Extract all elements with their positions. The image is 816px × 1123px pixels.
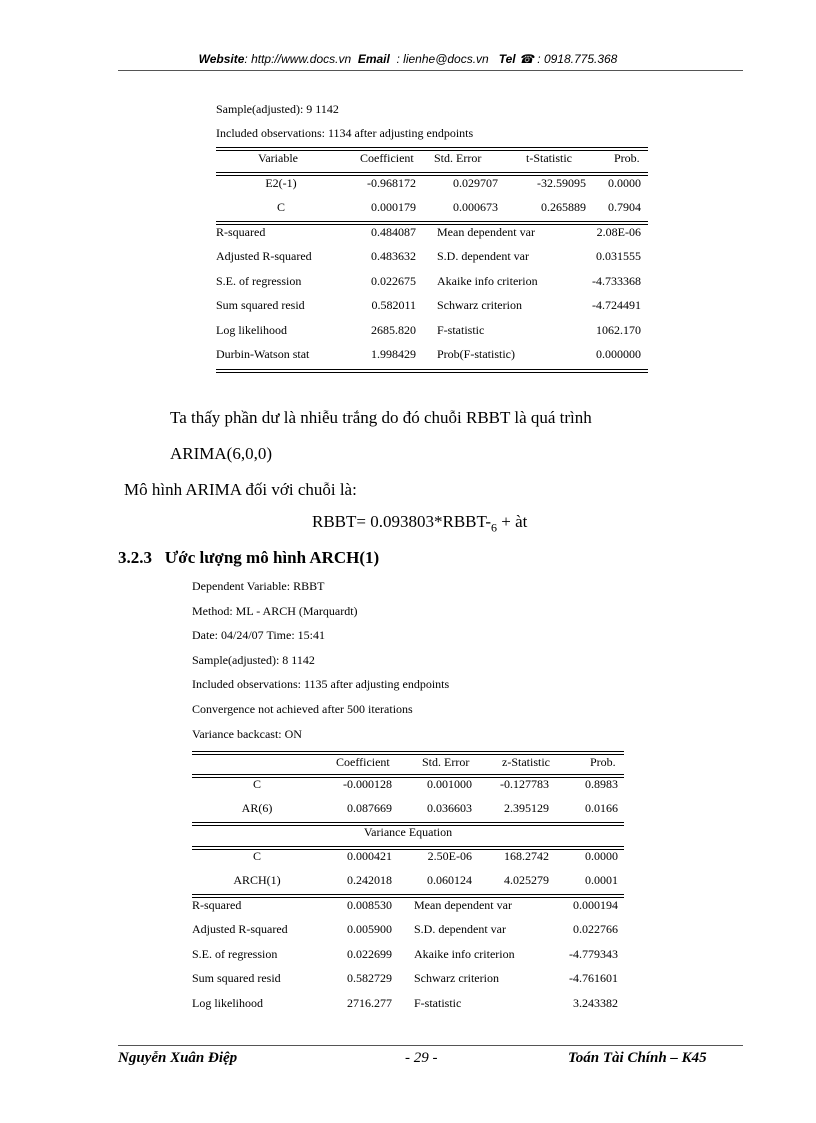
stat-value-2: 0.000000: [596, 347, 641, 361]
stat-value: 0.005900: [347, 922, 392, 937]
table-row: [192, 873, 624, 891]
stats-row: [216, 323, 648, 341]
section-number: 3.2.3: [118, 548, 152, 567]
cell-variable: E2(-1): [265, 176, 297, 190]
table1-header-row: [216, 151, 648, 169]
website-value: : http://www.docs.vn: [244, 52, 352, 66]
paragraph-residual: Ta thấy phần dư là nhiễu trắng do đó chuỗi RBBT là quá trình: [170, 408, 592, 427]
footer-divider: [118, 1045, 743, 1046]
cell-variable: C: [252, 777, 261, 791]
cell-prob: 0.0166: [585, 801, 618, 815]
cell-prob: 0.0001: [585, 873, 618, 887]
stat-value-2: 0.022766: [573, 922, 618, 937]
table2-meta-line: Method: ML - ARCH (Marquardt): [192, 603, 358, 618]
stat-label-2: F-statistic: [414, 995, 462, 1010]
section-title: Ước lượng mô hình ARCH(1): [164, 548, 380, 567]
stat-label-2: S.D. dependent var: [437, 249, 529, 264]
table-row: [192, 801, 624, 819]
cell-stderror: 0.001000: [427, 777, 472, 791]
formula-subscript: 6: [491, 520, 497, 535]
cell-variable: AR(6): [241, 801, 273, 815]
table1-bottom-rule: [216, 369, 648, 373]
stat-label: R-squared: [192, 898, 242, 912]
stat-value: 0.483632: [371, 249, 416, 264]
stats-row: [216, 225, 648, 243]
stat-value: 0.484087: [371, 225, 416, 239]
table-row: [216, 200, 648, 218]
stat-value-2: -4.733368: [592, 273, 641, 288]
stat-label: Sum squared resid: [192, 971, 281, 986]
t1-h-variable: Variable: [258, 151, 298, 165]
page-header: [0, 52, 816, 66]
t2-h-zstat: z-Statistic: [502, 755, 550, 769]
t1-h-prob: Prob.: [614, 151, 640, 165]
stats-row: [216, 347, 648, 365]
stat-label: Log likelihood: [192, 995, 263, 1010]
variance-equation-title: Variance Equation: [363, 825, 453, 839]
table2-meta-line: Included observations: 1135 after adjusting endpoints: [192, 677, 450, 692]
cell-stderror: 2.50E-06: [427, 849, 472, 863]
table-row: [192, 849, 624, 867]
cell-stat: 168.2742: [504, 849, 549, 863]
t1-h-coefficient: Coefficient: [360, 151, 414, 165]
cell-coefficient: 0.000421: [347, 849, 392, 863]
table-row: [192, 777, 624, 795]
stat-value: 0.582729: [347, 971, 392, 986]
stat-label-2: Mean dependent var: [437, 225, 535, 239]
cell-coefficient: 0.087669: [347, 801, 392, 815]
model-formula: [312, 512, 527, 535]
paragraph-arima: ARIMA(6,0,0): [170, 444, 272, 463]
stat-label-2: S.D. dependent var: [414, 922, 506, 937]
cell-stat: 0.265889: [541, 200, 586, 214]
cell-stderror: 0.000673: [453, 200, 498, 214]
cell-coefficient: -0.968172: [367, 176, 416, 190]
cell-stat: 2.395129: [504, 801, 549, 815]
stat-label: S.E. of regression: [216, 273, 302, 288]
stats-row: [216, 298, 648, 316]
formula-tail: + àt: [497, 512, 528, 531]
stat-value: 0.008530: [347, 898, 392, 912]
table2-meta-line: Convergence not achieved after 500 iterations: [192, 702, 413, 716]
cell-stderror: 0.029707: [453, 176, 498, 190]
footer-department: Toán Tài Chính – K45: [568, 1050, 707, 1066]
stats-row: [192, 898, 624, 916]
footer-page-number: - 29 -: [405, 1050, 438, 1066]
table1-meta-sample: Sample(adjusted): 9 1142: [216, 102, 339, 116]
stat-label-2: Schwarz criterion: [414, 971, 499, 986]
stat-label-2: Akaike info criterion: [437, 273, 538, 288]
stat-label: Adjusted R-squared: [192, 922, 288, 937]
cell-coefficient: -0.000128: [343, 777, 392, 791]
table-row: [216, 176, 648, 194]
stat-value-2: 3.243382: [573, 995, 618, 1010]
tel-value: ☎ : 0918.775.368: [519, 52, 618, 66]
t1-h-tstat: t-Statistic: [526, 151, 572, 165]
table2-header-row: [192, 755, 624, 773]
stats-row: [192, 971, 624, 989]
stat-value: 1.998429: [371, 347, 416, 361]
stats-row: [216, 274, 648, 292]
cell-variable: ARCH(1): [233, 873, 281, 887]
table1-meta-included: Included observations: 1134 after adjusting endpoints: [216, 126, 474, 140]
stats-row: [192, 922, 624, 940]
stat-label: R-squared: [216, 225, 266, 239]
cell-stat: -32.59095: [537, 176, 586, 190]
t2-h-stderror: Std. Error: [422, 755, 470, 769]
formula-main: RBBT= 0.093803*RBBT-: [312, 512, 491, 531]
table2-meta-line: Dependent Variable: RBBT: [192, 579, 325, 593]
stat-label-2: F-statistic: [437, 322, 485, 337]
t1-h-stderror: Std. Error: [434, 151, 482, 165]
cell-prob: 0.0000: [608, 176, 641, 190]
footer-author: Nguyễn Xuân Điệp: [118, 1050, 238, 1066]
stat-value-2: 1062.170: [596, 322, 641, 337]
stat-value: 0.022699: [347, 946, 392, 961]
cell-stat: -0.127783: [500, 777, 549, 791]
email-value: : lienhe@docs.vn: [396, 52, 489, 66]
stats-row: [192, 947, 624, 965]
cell-coefficient: 0.000179: [371, 200, 416, 214]
table2-meta-line: Sample(adjusted): 8 1142: [192, 652, 315, 667]
cell-stderror: 0.060124: [427, 873, 472, 887]
cell-stderror: 0.036603: [427, 801, 472, 815]
stat-value-2: -4.724491: [592, 298, 641, 313]
stat-value-2: 0.031555: [596, 249, 641, 264]
cell-stat: 4.025279: [504, 873, 549, 887]
cell-prob: 0.7904: [608, 200, 641, 214]
t2-h-coefficient: Coefficient: [336, 755, 390, 769]
cell-variable: C: [276, 200, 285, 214]
section-heading: [118, 548, 379, 568]
stat-value-2: -4.761601: [569, 971, 618, 986]
tel-label: Tel: [498, 52, 516, 66]
stat-value-2: -4.779343: [569, 946, 618, 961]
stat-label: Sum squared resid: [216, 298, 305, 313]
stat-label: Durbin-Watson stat: [216, 347, 310, 361]
t2-h-prob: Prob.: [590, 755, 616, 769]
stat-label-2: Akaike info criterion: [414, 946, 515, 961]
stat-label-2: Prob(F-statistic): [437, 347, 515, 361]
email-label: Email: [357, 52, 390, 66]
header-divider: [118, 70, 743, 71]
cell-prob: 0.8983: [585, 777, 618, 791]
stat-label-2: Schwarz criterion: [437, 298, 522, 313]
stats-row: [216, 249, 648, 267]
stat-value-2: 2.08E-06: [596, 225, 641, 239]
table2-meta-line: Date: 04/24/07 Time: 15:41: [192, 628, 326, 643]
stats-row: [192, 996, 624, 1014]
stat-value: 0.582011: [371, 298, 416, 313]
stat-label: Log likelihood: [216, 322, 287, 337]
stat-label-2: Mean dependent var: [414, 898, 512, 912]
table2-meta-line: Variance backcast: ON: [192, 726, 302, 741]
paragraph-model-intro: Mô hình ARIMA đối với chuỗi là:: [124, 480, 357, 499]
stat-value: 2716.277: [347, 995, 392, 1010]
stat-value: 2685.820: [371, 322, 416, 337]
stat-value-2: 0.000194: [573, 898, 618, 912]
cell-coefficient: 0.242018: [347, 873, 392, 887]
stat-label: Adjusted R-squared: [216, 249, 312, 264]
cell-prob: 0.0000: [585, 849, 618, 863]
stat-value: 0.022675: [371, 273, 416, 288]
cell-variable: C: [252, 849, 261, 863]
stat-label: S.E. of regression: [192, 946, 278, 961]
website-label: Website: [198, 52, 245, 66]
